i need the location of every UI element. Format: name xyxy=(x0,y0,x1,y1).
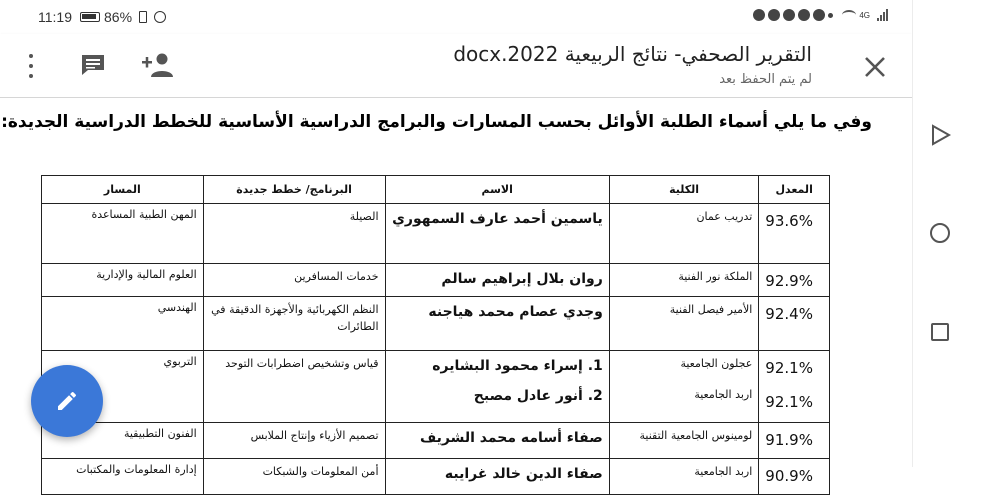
name-cell: صفاء أسامه محمد الشريف xyxy=(385,422,609,458)
dot-icon xyxy=(828,13,833,18)
table-row xyxy=(42,204,830,264)
college-cell: عجلون الجامعية اربد الجامعية xyxy=(609,350,759,422)
name-cell: ياسمين أحمد عارف السمهوري xyxy=(385,204,609,264)
add-person-icon[interactable] xyxy=(142,52,172,78)
battery-level: 86% xyxy=(104,9,133,25)
table-row xyxy=(42,296,830,350)
program-cell: تصميم الأزياء وإنتاج الملابس xyxy=(203,422,385,458)
messenger-icon xyxy=(798,9,810,21)
table-row xyxy=(42,458,830,494)
status-left xyxy=(38,9,166,25)
college-cell: اربد الجامعية xyxy=(609,458,759,494)
more-vert-icon[interactable] xyxy=(26,54,36,78)
whatsapp-icon xyxy=(813,9,825,21)
battery-icon xyxy=(80,12,100,22)
track-cell: الهندسي xyxy=(42,296,204,350)
rate-cell: 92.4% xyxy=(759,296,830,350)
program-cell: خدمات المسافرين xyxy=(203,264,385,297)
recent-apps-icon[interactable] xyxy=(931,323,949,341)
edit-fab-button[interactable] xyxy=(31,365,103,437)
program-cell: النظم الكهربائية والأجهزة الدقيقة في الطائرات xyxy=(203,296,385,350)
table-row xyxy=(42,422,830,458)
rate-cell: 91.9% xyxy=(759,422,830,458)
table-row xyxy=(42,264,830,297)
table-row xyxy=(42,350,830,422)
header-college: الكلية xyxy=(609,176,759,204)
comment-icon[interactable] xyxy=(80,54,106,76)
track-cell: العلوم المالية والإدارية xyxy=(42,264,204,297)
vibrate-icon xyxy=(139,11,147,23)
snapchat-icon-2 xyxy=(768,9,780,21)
rate-cell: 93.6% xyxy=(759,204,830,264)
snapchat-icon xyxy=(753,9,765,21)
college-cell: الأمير فيصل الفنية xyxy=(609,296,759,350)
alarm-icon xyxy=(154,11,166,23)
track-cell: التربوي xyxy=(42,350,204,422)
name-cell: صفاء الدين خالد غرايبه xyxy=(385,458,609,494)
rate-cell: 90.9% xyxy=(759,458,830,494)
network-type: 4G xyxy=(859,10,870,20)
signal-icon xyxy=(877,9,888,21)
header-name: الاسم xyxy=(385,176,609,204)
program-cell: قياس وتشخيص اضطرابات التوحد xyxy=(203,350,385,422)
system-nav-bar xyxy=(912,0,1000,467)
status-right xyxy=(753,9,888,21)
college-cell: لومينوس الجامعية التقنية xyxy=(609,422,759,458)
document-body[interactable] xyxy=(0,98,912,485)
close-icon[interactable] xyxy=(862,54,888,80)
wifi-icon xyxy=(842,10,856,20)
name-cell: 1. إسراء محمود البشايره 2. أنور عادل مصبح xyxy=(385,350,609,422)
rate-cell: 92.9% xyxy=(759,264,830,297)
track-cell: الفنون التطبيقية xyxy=(42,422,204,458)
track-cell: إدارة المعلومات والمكتبات xyxy=(42,458,204,494)
edit-pencil-icon xyxy=(55,389,79,413)
name-cell: روان بلال إبراهيم سالم xyxy=(385,264,609,297)
track-cell: المهن الطبية المساعدة xyxy=(42,204,204,264)
table-header-row xyxy=(42,176,830,204)
header-program: البرنامج/ خطط جديدة xyxy=(203,176,385,204)
app-bar xyxy=(0,34,912,98)
section-heading: وفي ما يلي أسماء الطلبة الأوائل بحسب المسارات والبرامج الدراسية الأساسية للخطط الدراسية الجديدة: xyxy=(1,112,872,132)
college-cell: الملكة نور الفنية xyxy=(609,264,759,297)
status-bar xyxy=(0,0,912,34)
save-status: لم يتم الحفظ بعد xyxy=(719,72,812,87)
program-cell: الصيلة xyxy=(203,204,385,264)
back-icon[interactable] xyxy=(931,124,951,146)
facebook-icon xyxy=(783,9,795,21)
document-title: التقرير الصحفي- نتائج الربيعية docx.2022 xyxy=(453,42,812,66)
rate-cell: 92.1% 92.1% xyxy=(759,350,830,422)
name-cell: وجدي عصام محمد هياجنه xyxy=(385,296,609,350)
program-cell: أمن المعلومات والشبكات xyxy=(203,458,385,494)
header-rate: المعدل xyxy=(759,176,830,204)
results-table xyxy=(41,175,830,495)
header-track: المسار xyxy=(42,176,204,204)
college-cell: تدريب عمان xyxy=(609,204,759,264)
status-time: 11:19 xyxy=(38,9,72,25)
home-icon[interactable] xyxy=(930,223,950,243)
